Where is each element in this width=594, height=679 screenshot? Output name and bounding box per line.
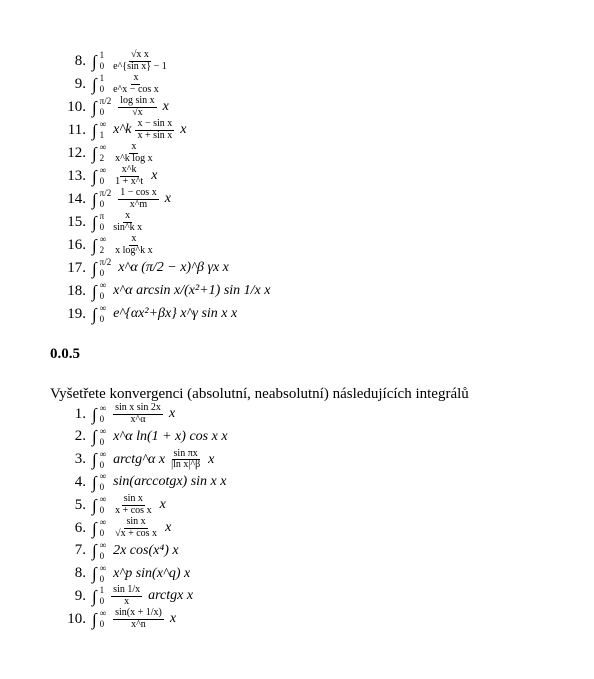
integral-sign-icon: ∫ xyxy=(92,51,97,71)
lower-limit: 0 xyxy=(99,199,105,209)
upper-limit: ∞ xyxy=(99,142,107,152)
integral-sign-icon: ∫ xyxy=(92,97,97,117)
integral-item xyxy=(64,426,228,448)
integral-item xyxy=(64,608,176,630)
fraction-numerator: sin x xyxy=(126,516,146,527)
integrand-rest: x xyxy=(162,99,169,114)
item-number: 9. xyxy=(74,75,86,92)
upper-limit: ∞ xyxy=(99,234,107,244)
integral-sign-icon: ∫ xyxy=(92,281,97,301)
item-number: 13. xyxy=(67,167,86,184)
integral-limits xyxy=(100,258,112,278)
lower-limit: 0 xyxy=(99,528,105,538)
integral-sign-icon: ∫ xyxy=(92,166,97,186)
integral-formula xyxy=(92,73,163,95)
integral-formula xyxy=(92,234,157,256)
integral-limits xyxy=(100,564,106,584)
integral-limits xyxy=(100,518,106,538)
integral-sign-icon: ∫ xyxy=(92,143,97,163)
integral-limits xyxy=(100,541,106,561)
integrand-fraction xyxy=(113,608,164,630)
lower-limit: 0 xyxy=(99,291,105,301)
integral-sign-icon: ∫ xyxy=(92,258,97,278)
upper-limit: π/2 xyxy=(99,96,112,106)
upper-limit: ∞ xyxy=(99,448,107,459)
integrand-fraction xyxy=(113,165,145,187)
integrand-rest: x xyxy=(151,168,158,183)
integral-item xyxy=(64,142,157,164)
integrand-fraction xyxy=(113,517,159,539)
lower-limit: 0 xyxy=(99,314,105,324)
lower-limit: 0 xyxy=(99,414,105,424)
upper-limit: ∞ xyxy=(99,517,107,527)
section-title: 0.0.5 xyxy=(50,346,80,362)
integrand-rest: x xyxy=(165,520,172,535)
integral-formula xyxy=(92,494,166,516)
integral-sign-icon: ∫ xyxy=(92,472,97,492)
integrand-fraction xyxy=(113,142,154,164)
fraction-denominator: x log^k x xyxy=(115,244,153,256)
integrand-fraction xyxy=(169,449,202,471)
lower-limit: 0 xyxy=(99,61,105,71)
lower-limit: 0 xyxy=(99,550,105,561)
integral-item xyxy=(64,540,179,562)
upper-limit: ∞ xyxy=(99,608,107,619)
integral-sign-icon: ∫ xyxy=(92,450,97,470)
integral-formula xyxy=(92,608,176,630)
lower-limit: 0 xyxy=(99,436,105,447)
integral-item xyxy=(64,73,163,95)
lower-limit: 0 xyxy=(99,573,105,584)
item-number: 4. xyxy=(74,473,86,490)
integral-item xyxy=(64,257,229,279)
intro-text: Vyšetřete konvergenci (absolutní, neabsolutní) následujících integrálů xyxy=(50,386,469,402)
upper-limit: 1 xyxy=(99,50,105,60)
integral-sign-icon: ∫ xyxy=(92,518,97,538)
item-number: 8. xyxy=(74,565,86,582)
integrand-rest: x^α (π/2 − x)^β γx x xyxy=(118,260,229,275)
integral-limits xyxy=(100,427,106,447)
integral-formula xyxy=(92,142,157,164)
item-number: 10. xyxy=(67,98,86,115)
lower-limit: 0 xyxy=(99,176,105,186)
upper-limit: ∞ xyxy=(99,280,107,290)
lower-limit: 0 xyxy=(99,619,105,630)
integral-formula xyxy=(92,50,171,72)
integral-limits xyxy=(100,609,106,629)
fraction-denominator: √x xyxy=(132,106,143,118)
item-number: 11. xyxy=(67,121,86,138)
integrand-rest: x^α ln(1 + x) cos x x xyxy=(113,428,228,444)
integrand-fraction xyxy=(111,211,144,233)
lower-limit: 0 xyxy=(99,107,105,117)
fraction-denominator: x + cos x xyxy=(115,504,152,516)
item-number: 18. xyxy=(67,282,86,299)
fraction-numerator: sin(x + 1/x) xyxy=(115,607,162,619)
integral-item xyxy=(64,188,171,210)
lower-limit: 0 xyxy=(99,268,105,278)
integrand-prefix: arctg^α x xyxy=(113,451,166,467)
fraction-denominator: x^n xyxy=(131,618,146,630)
integral-formula xyxy=(92,304,237,324)
item-number: 16. xyxy=(67,236,86,253)
integral-limits xyxy=(100,189,112,209)
integral-formula xyxy=(92,403,175,425)
lower-limit: 0 xyxy=(99,84,105,94)
fraction-denominator: √x + cos x xyxy=(115,527,158,539)
lower-limit: 0 xyxy=(99,482,105,493)
integrand-rest: x xyxy=(169,611,177,627)
integrand-rest: x xyxy=(168,406,176,421)
integral-sign-icon: ∫ xyxy=(92,235,97,255)
fraction-numerator: x^k xyxy=(121,164,137,175)
integral-sign-icon: ∫ xyxy=(92,304,97,324)
integrand-fraction xyxy=(113,494,153,516)
item-number: 5. xyxy=(74,496,86,513)
upper-limit: ∞ xyxy=(99,562,107,573)
fraction-numerator: log sin x xyxy=(120,95,155,106)
integral-sign-icon: ∫ xyxy=(92,541,97,561)
integrand-fraction xyxy=(111,50,169,72)
integral-sign-icon: ∫ xyxy=(92,427,97,447)
integrand-rest: x xyxy=(180,122,187,137)
integral-item xyxy=(64,211,146,233)
fraction-numerator: x xyxy=(125,210,131,221)
integral-sign-icon: ∫ xyxy=(92,564,97,584)
integrand-fraction xyxy=(111,585,142,607)
integral-formula xyxy=(92,541,179,561)
upper-limit: ∞ xyxy=(99,403,107,413)
fraction-numerator: 1 − cos x xyxy=(120,187,157,198)
upper-limit: 1 xyxy=(99,585,105,596)
fraction-denominator: e^x − cos x xyxy=(113,83,159,95)
fraction-numerator: sin 1/x xyxy=(113,584,141,596)
integral-formula xyxy=(92,96,169,118)
fraction-numerator: x xyxy=(133,72,139,83)
integral-sign-icon: ∫ xyxy=(92,120,97,140)
integrand-fraction xyxy=(118,96,156,118)
upper-limit: π/2 xyxy=(99,257,112,267)
lower-limit: 2 xyxy=(99,245,105,255)
upper-limit: ∞ xyxy=(99,425,107,436)
integral-item xyxy=(64,119,186,141)
integral-formula xyxy=(92,281,270,301)
integral-item xyxy=(64,563,190,585)
item-number: 6. xyxy=(74,519,86,536)
fraction-numerator: x xyxy=(131,233,137,244)
integral-limits xyxy=(100,472,106,492)
integral-formula xyxy=(92,585,193,607)
integrand-fraction xyxy=(113,403,163,425)
integral-item xyxy=(64,165,157,187)
fraction-denominator: x^k log x xyxy=(115,152,153,164)
item-number: 19. xyxy=(67,305,86,322)
upper-limit: 1 xyxy=(99,73,105,83)
integrand-fraction xyxy=(135,119,174,141)
integral-formula xyxy=(92,427,228,447)
integrand-fraction xyxy=(118,188,158,210)
upper-limit: ∞ xyxy=(99,494,107,505)
integral-sign-icon: ∫ xyxy=(92,74,97,94)
upper-limit: π xyxy=(99,211,105,221)
integral-limits xyxy=(100,120,106,140)
integral-limits xyxy=(100,235,106,255)
upper-limit: ∞ xyxy=(99,539,107,550)
integral-item xyxy=(64,471,226,493)
item-number: 8. xyxy=(74,52,86,69)
item-number: 15. xyxy=(67,213,86,230)
fraction-denominator: e^{sin x} − 1 xyxy=(113,60,167,72)
item-number: 10. xyxy=(67,610,86,627)
integral-item xyxy=(64,303,237,325)
integrand-prefix: x^k xyxy=(113,122,132,137)
integral-limits xyxy=(100,304,106,324)
integrand-rest: sin(arccotgx) sin x x xyxy=(113,474,227,490)
integral-sign-icon: ∫ xyxy=(92,189,97,209)
integral-limits xyxy=(100,450,106,470)
integral-sign-icon: ∫ xyxy=(92,212,97,232)
integral-formula xyxy=(92,119,186,141)
fraction-denominator: |ln x|^β xyxy=(171,459,201,471)
integral-sign-icon: ∫ xyxy=(92,495,97,515)
lower-limit: 0 xyxy=(99,505,105,516)
integral-item xyxy=(64,585,193,607)
fraction-numerator: sin πx xyxy=(173,447,198,459)
integral-limits xyxy=(100,212,105,232)
upper-limit: π/2 xyxy=(99,188,112,198)
fraction-denominator: sin^k x xyxy=(113,221,143,233)
integral-formula xyxy=(92,517,171,539)
lower-limit: 1 xyxy=(99,130,105,140)
lower-limit: 0 xyxy=(99,596,105,607)
integral-limits xyxy=(100,166,106,186)
integral-limits xyxy=(100,495,106,515)
fraction-denominator: 1 + x^t xyxy=(115,175,144,187)
integral-limits xyxy=(100,51,105,71)
upper-limit: ∞ xyxy=(99,165,107,175)
fraction-numerator: x xyxy=(131,141,137,152)
fraction-numerator: sin x sin 2x xyxy=(115,402,161,413)
integral-formula xyxy=(92,449,214,471)
fraction-denominator: x + sin x xyxy=(137,129,173,141)
item-number: 2. xyxy=(74,428,86,445)
integral-formula xyxy=(92,472,226,492)
integral-limits xyxy=(100,586,105,606)
integral-limits xyxy=(100,97,112,117)
item-number: 9. xyxy=(74,587,86,604)
integrand-fraction xyxy=(111,73,161,95)
item-number: 1. xyxy=(74,405,86,422)
integrand-fraction xyxy=(113,234,154,256)
integral-item xyxy=(64,494,166,516)
integrand-rest: x xyxy=(164,191,171,206)
fraction-numerator: sin x xyxy=(123,493,143,505)
integrand-rest: x xyxy=(159,497,166,513)
integral-item xyxy=(64,280,270,302)
lower-limit: 0 xyxy=(99,459,105,470)
integral-formula xyxy=(92,258,229,278)
integral-item xyxy=(64,234,157,256)
lower-limit: 0 xyxy=(99,222,105,232)
integral-sign-icon: ∫ xyxy=(92,404,97,424)
integral-sign-icon: ∫ xyxy=(92,586,97,606)
item-number: 7. xyxy=(74,542,86,559)
fraction-denominator: x^α xyxy=(130,413,146,425)
fraction-numerator: √x x xyxy=(130,49,149,60)
integrand-rest: 2x cos(x⁴) x xyxy=(113,542,179,558)
upper-limit: ∞ xyxy=(99,471,107,482)
item-number: 17. xyxy=(67,259,86,276)
integrand-rest: e^{αx²+βx} x^γ sin x x xyxy=(113,306,238,321)
fraction-denominator: x^m xyxy=(129,198,148,210)
item-number: 14. xyxy=(67,190,86,207)
upper-limit: ∞ xyxy=(99,303,107,313)
integrand-rest: x^p sin(x^q) x xyxy=(113,565,191,581)
item-number: 12. xyxy=(67,144,86,161)
integral-item xyxy=(64,50,171,72)
item-number: 3. xyxy=(74,451,86,468)
integral-limits xyxy=(100,74,105,94)
integral-item xyxy=(64,403,175,425)
integral-formula xyxy=(92,211,146,233)
integral-item xyxy=(64,96,169,118)
integral-limits xyxy=(100,404,106,424)
integral-formula xyxy=(92,165,157,187)
integral-limits xyxy=(100,281,106,301)
fraction-numerator: x − sin x xyxy=(137,118,173,129)
lower-limit: 2 xyxy=(99,153,105,163)
fraction-denominator: x xyxy=(124,595,130,607)
upper-limit: ∞ xyxy=(99,119,107,129)
integral-limits xyxy=(100,143,106,163)
integrand-rest: arctgx x xyxy=(148,588,194,604)
integral-formula xyxy=(92,188,171,210)
integral-sign-icon: ∫ xyxy=(92,609,97,629)
integrand-rest: x xyxy=(208,451,215,467)
integral-item xyxy=(64,449,214,471)
integral-formula xyxy=(92,564,190,584)
integrand-rest: x^α arcsin x/(x²+1) sin 1/x x xyxy=(113,283,271,298)
integral-item xyxy=(64,517,171,539)
